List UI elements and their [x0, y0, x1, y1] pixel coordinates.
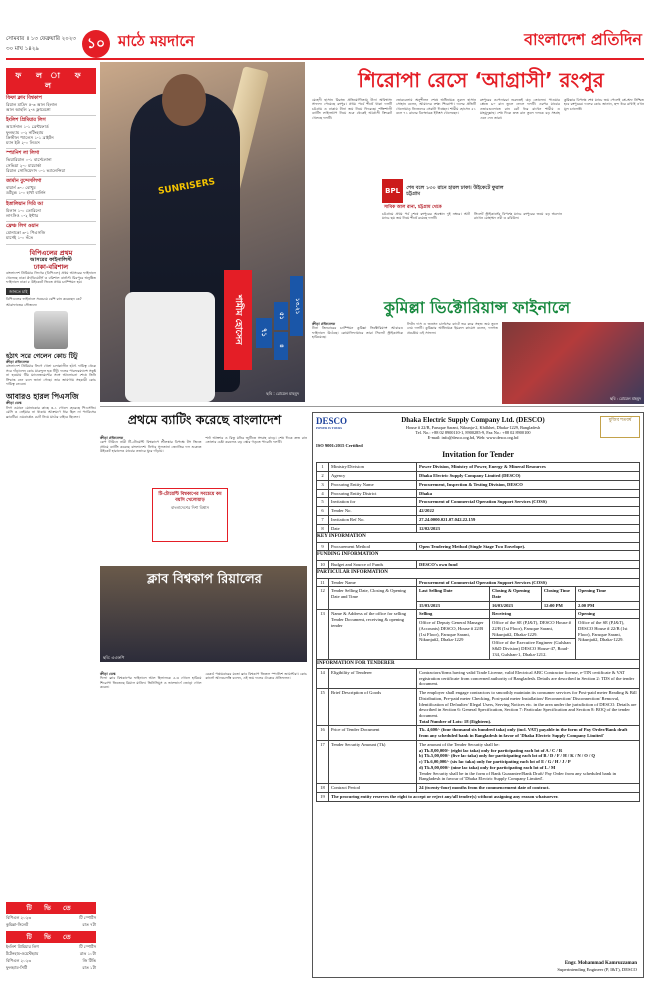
selling-office: Office of Deputy General Manager (Accounts) DESCO, House # 22/B (1st Floor), Faruque Sarani, Nikunja#2, Dhaka-1229: [417, 619, 490, 659]
row-value: Open Tendering Method (Single Stage Two Envelope).: [417, 542, 640, 551]
row-key: Invitation Ref No.: [329, 515, 417, 524]
row-key: Procuring Entity Name: [329, 480, 417, 489]
row-value: DESCO's own fund: [417, 560, 640, 569]
schedule-event: ইংলিশ প্রিমিয়ার লিগ: [6, 944, 39, 950]
club-body: [100, 672, 307, 690]
security-note: Tender Security shall be in the form of Bank Guarantee/Bank Draft/ Pay Order from any scheduled bank in Bangladesh in favour of 'Dhaka Electric Supply Company Limited'.: [419, 770, 617, 782]
row-value: [417, 689, 640, 726]
tv-schedule-header: টি ভি তে: [6, 902, 96, 914]
row-value: 12/02/2023: [417, 524, 640, 533]
box-subtitle: বাংলাদেশের দিশা বিশ্বাস: [171, 505, 209, 511]
lead-column: চট্টগ্রামে প্রথম পর্ব শেষে রংপুরের অবস্থান দুই নম্বরে। আট ম্যাচে ছয় জয় নিয়ে শীর্ষে রয়েছে দলটি।: [382, 212, 470, 221]
batting-headline: প্রথমে ব্যাটিং করেছে বাংলাদেশ: [127, 412, 282, 427]
story-byline: ক্রীড়া ডেস্ক: [6, 401, 22, 406]
signer-name: Engr. Mohammad Kamruzzaman: [564, 961, 637, 967]
row-number: 7: [317, 515, 329, 524]
table-row: [317, 507, 640, 516]
result-block: [6, 94, 96, 116]
table-row: [317, 689, 640, 726]
club-column: রেকর্ড পঞ্চমবারের মতো ক্লাব বিশ্বকাপ জিতল স্প্যানিশ জায়ান্টরা। কোচ কার্লো আনচেলত্তি বলেন, এই জয় দলের ঐক্যের প্রতিফলন।: [205, 672, 307, 681]
row-key: Date: [329, 524, 417, 533]
row-number: 4: [317, 489, 329, 498]
quiz-credit: আরাফাতের সৌজন্যে: [6, 303, 37, 308]
comilla-body: [312, 322, 498, 340]
row-number: 15: [317, 689, 329, 726]
coach-portrait: [34, 311, 68, 349]
result-line: আল আহলি ২-৪ ফ্লামেঙ্গো: [6, 107, 51, 113]
row-number: 10: [317, 560, 329, 569]
page-number: ১০: [82, 30, 110, 58]
newspaper-logo: বাংলাদেশ প্রতিদিন: [524, 30, 642, 49]
story-byline: ক্রীড়া প্রতিবেদক: [6, 359, 30, 364]
schedule-event: টটেনহাম-ওয়েস্টহ্যাম: [6, 951, 39, 957]
security-intro: The amount of the Tender Security shall be:: [419, 741, 500, 747]
closing-time: 12:00 PM: [541, 601, 575, 610]
player-name: শামীম হোসেন: [224, 270, 252, 370]
fours-value: ৪: [274, 332, 288, 360]
promo-body: বাংলাদেশ প্রিমিয়ার লিগের (বিপিএল) প্রথম আসরের ফাইনালে খেলেছে ঢাকা গ্ল্যাডিয়েটর্স ও বরিশাল বার্নার্স। মিরপুরে অনুষ্ঠিত ফাইনালে ঢাকা ৮ উইকেটে জিতে প্রথম চ্যাম্পিয়ন হয়।: [6, 271, 96, 285]
youngest-player-box: [152, 488, 228, 542]
result-line: বায়ার্ন ৩-০ বোখুম: [6, 185, 36, 191]
section-row: [317, 569, 640, 578]
security-line: b) Tk.5,00,000/- (five lac taka) only for participating each lot of B / D / F / H / K / N / O / Q: [419, 753, 596, 759]
left-column: [6, 68, 96, 419]
result-league: জার্মান বুন্দেসলিগা: [6, 179, 42, 185]
section-divider: [100, 406, 644, 407]
row-value: Procurement of Commercial Operation Support Services (COSS): [417, 578, 640, 587]
table-row: [317, 784, 640, 793]
row-key: Eligibility of Tenderer: [329, 668, 417, 688]
row-value: 24 (twenty-four) months from the commencement date of contract.: [417, 784, 640, 793]
company-contact: Tel. No.: +88 02 8900110-1, 8900285-9, Fax No.: +88 02 8900100: [415, 430, 531, 436]
row-value: Power Division, Ministry of Power, Energy & Mineral Resources: [417, 463, 640, 472]
result-line: ক্রিস্টাল প্যালেস ১-১ ব্রাইটন: [6, 134, 54, 140]
story-body: লিগ ওয়ানে মোনাকোর কাছে ৩-১ গোলে হেরেছে পিএসজি। মেসি ও নেইমার না থাকায় আক্রমণে ধার ছিল না প্যারিসের ক্লাবটির। এমবাপ্পেও চোট নিয়ে মাঠের বাইরে ছিলেন।: [6, 405, 96, 419]
row-number: 19: [317, 792, 329, 801]
row-number: 3: [317, 480, 329, 489]
issue-date-bangla: ৩০ মাঘ ১৪২৯: [6, 46, 39, 52]
bpl-history-box: [6, 249, 96, 272]
result-line: ভিয়ারিয়াল ০-১ বার্সেলোনা: [6, 157, 52, 163]
lead-headline: শিরোপা রেসে ‘আগ্রাসী’ রংপুর: [358, 68, 604, 92]
masthead: [0, 0, 650, 60]
box-title: টি-টোয়েন্টি বিশ্বকাপের সবচেয়ে কম বয়সি খেলোয়াড়: [158, 492, 222, 503]
row-number: 5: [317, 498, 329, 507]
result-line: মোনাকো ৩-১ পিএসজি: [6, 230, 46, 236]
batting-body: [100, 436, 307, 454]
batting-column: [100, 436, 202, 454]
row-key: Invitation for: [329, 498, 417, 507]
table-row: [317, 726, 640, 740]
row-key: Agency: [329, 472, 417, 481]
row-value: [417, 740, 640, 783]
section-label: KEY INFORMATION: [317, 533, 640, 542]
result-block: [6, 222, 96, 244]
row-value: Dhaka: [417, 489, 640, 498]
schedule-event: বিপিএল ২০২৩: [6, 958, 31, 964]
results-list: [6, 94, 96, 245]
section-label: PARTICULAR INFORMATION: [317, 569, 640, 578]
batting-column: শর্না আক্তার ও রিতু মনির জুটিতে সংগ্রহ বাড়ে। শেষ দিকে দ্রুত রান তোলার চেষ্টা করলেও বড় স্কোর গড়তে পারেনি দলটি।: [205, 436, 307, 445]
balls-value: ৫১: [274, 302, 288, 330]
schedule-channel: টি স্পোর্টস: [79, 944, 96, 950]
row-key: Contract Period: [329, 784, 417, 793]
security-line: c) Tk.6,00,000/- (six lac taka) only for participating each lot of E / G / H / J / P: [419, 759, 571, 765]
club-text: ফিফা ক্লাব বিশ্বকাপের ফাইনালে আল হিলালকে ৫-৩ গোলে হারিয়ে শিরোপা জিতেছে রিয়াল মাদ্রিদ। ভিনিসিয়ুস ও ভালভার্দে জোড়া গোল করেন।: [100, 676, 202, 690]
section-row: [317, 551, 640, 560]
table-row: [317, 542, 640, 551]
result-league: ফ্রেঞ্চ লিগ ওয়ান: [6, 224, 39, 230]
result-league: স্প্যানিশ লা লিগা: [6, 151, 40, 157]
schedule-row: [6, 921, 96, 928]
masthead-rule: [6, 58, 644, 60]
section-label: INFORMATION FOR TENDERER: [317, 659, 640, 668]
row-number: 13: [317, 610, 329, 659]
lead-byline: সাবিক আল রানা, চট্টগ্রাম থেকে: [384, 205, 442, 210]
selling-date: 15/03/2023: [417, 601, 490, 610]
photo-caption: ছবি: এএফপি: [103, 655, 125, 660]
comilla-headline: কুমিল্লা ভিক্টোরিয়ান্স ফাইনালে: [383, 298, 571, 317]
table-row: [317, 515, 640, 524]
bpl-subhead: শেষ বলে ১৩০ রানে হারল ঢাকা। উইকেটে ফুরাল চট্টগ্রাম: [406, 184, 504, 197]
table-row: [317, 489, 640, 498]
lead-column: রংপুরের ওপেনাররা শুরুতেই ঝড় তোলেন। পাওয়ার প্লেতে ৬০ রান তুলে ফেলে দলটি। এরপর মাঝের ওভারগুলোতে রান রেট ধরে রাখেন শামীম ও মাহমুদুল্লাহ। শেষ দিকে দ্রুত রান তুলে দলকে বড় সংগ্রহ এনে দেন তারা।: [480, 98, 560, 120]
desco-logo: [316, 416, 346, 431]
club-headline: ক্লাব বিশ্বকাপ রিয়ালের: [147, 572, 262, 587]
tv-schedule: [6, 902, 96, 971]
promo-line-3: ঢাকা-বরিশাল: [33, 263, 69, 272]
signature-block: [557, 960, 637, 973]
club-column: [100, 672, 202, 690]
photo-credit: ছবি : রোয়েল মাহমুদ: [266, 391, 299, 396]
schedule-row: [6, 957, 96, 964]
schedule-channel: জি টিভি: [82, 958, 96, 964]
company-address: House # 22/B, Faruque Sarani, Nikunja-2, Khilkhet, Dhaka-1229, Bangladesh: [405, 424, 541, 430]
iso-certification: ISO 9001:2015 Certified: [316, 442, 363, 448]
row-key: Procurement Method: [329, 542, 417, 551]
batting-pads: [125, 292, 215, 402]
jersey-text: SUNRISERS: [157, 177, 216, 197]
row-key: Tender Selling Date, Closing & Opening Date and Time: [329, 587, 417, 610]
table-row: [317, 578, 640, 587]
player-head: [162, 74, 206, 126]
desco-logo-text: DESCO: [316, 416, 348, 426]
schedule-channel: রাত ১০টা: [79, 951, 96, 957]
promo-line-2: আসরের ফাইনালিস্ট: [30, 256, 72, 263]
bpl-banner: [382, 178, 506, 204]
table-row: [317, 560, 640, 569]
comilla-column: [312, 322, 403, 340]
goods-description: The employer shall engage contractors to smoothly maintain its consumer services for Post-paid meter Reading & Bill Distribution, Pre-paid meter Checking, Post-paid meter Installation/ Reconnection/ Disconnection/ Removal, Identification of Defaulter/ Illegal Users, Serving Notices etc. in the area under the jurisdiction of DESCO. Details are described in Section 6: General Specification, Section 7: Particular Specification and Section 8: BOQ of the tender document.: [419, 690, 637, 719]
schedule-row: [6, 950, 96, 957]
result-line: আর্সেনাল ১-১ ব্রেন্টফোর্ড: [6, 124, 49, 130]
mujib-logo: মুজিব শতবর্ষ: [600, 416, 640, 438]
photo-caption: ছবি : রোয়েল মাহমুদ: [609, 396, 641, 402]
row-number: 12: [317, 587, 329, 610]
result-line: মার্সেই ১-০ নঁতে: [6, 235, 34, 241]
section-row: [317, 659, 640, 668]
club-byline: ক্রীড়া ডেস্ক: [100, 672, 116, 676]
score-graphic: [218, 240, 303, 390]
row-key: Name & Address of the office for selling Tender Document, receiving & opening tender: [329, 610, 417, 659]
row-number: 14: [317, 668, 329, 688]
company-block: [350, 416, 596, 441]
row-key: Tender Name: [329, 578, 417, 587]
row-value: Contractors/firms having valid Trade License, valid Electrical ABC Contractor license, e-TIN certificate & VAT registration certificate from concerned authority of Bangladesh. Details are described in Section 2: TDS of the tender document.: [417, 668, 640, 688]
schedule-event: বিপিএল ২০২৩: [6, 915, 31, 921]
column-header: Closing & Opening Date: [490, 587, 542, 601]
row-number: 17: [317, 740, 329, 783]
schedule-row: [6, 943, 96, 950]
security-line: a) Tk.8,00,000/- (eight lac taka) only for participating each lot of A / C / R: [419, 747, 563, 753]
result-block: [6, 200, 96, 222]
company-email: E-mail: info@desco.org.bd, Web: www.desco.org.bd: [427, 435, 519, 441]
result-league: ইংলিশ প্রিমিয়ার লিগ: [6, 118, 46, 124]
quiz-label: জানতে চাই: [6, 288, 30, 295]
schedule-event: কুমিল্লা-সিলেট: [6, 922, 29, 928]
row-key: Tender Security Amount (Tk): [329, 740, 417, 783]
result-block: [6, 177, 96, 199]
table-row: [317, 792, 640, 801]
security-line: d) Tk.9,00,000/- (nine lac taka) only for participating each lot of L / M: [419, 764, 556, 770]
comilla-photo: [502, 322, 644, 404]
tender-table: [316, 462, 640, 801]
row-key: Procuring Entity District: [329, 489, 417, 498]
result-line: ফুলহ্যাম ০-২ নটিংহ্যাম: [6, 129, 44, 135]
closing-date: 16/03/2023: [490, 601, 542, 610]
row-key: Price of Tender Document: [329, 726, 417, 740]
company-name: Dhaka Electric Supply Company Ltd. (DESCO): [401, 416, 545, 424]
row-key: Tender No.: [329, 507, 417, 516]
column-header: Selling: [417, 610, 490, 619]
result-line: মিলান ১-০ তোরিনো: [6, 207, 41, 213]
table-row: [317, 498, 640, 507]
batting-text: কেপ টাউনে নারী টি-টোয়েন্টি বিশ্বকাপে শ্রীলঙ্কার বিপক্ষে টস জিতে প্রথমে ব্যাটিং করেছে বাংলাদেশ। নিগার সুলতানা জ্যোতির দল শুরুতে উইকেট হারালেও মাঝের ওভারে ঘুরে দাঁড়ায়।: [100, 440, 202, 454]
lead-column: মেহেদী হাসান মিরাজ প্রতিযোগিতায় টানা অবিশ্বাস্য সাফল্য পেয়েছে রংপুর। প্রথম পর্বে শীর্ষে থাকা দলটি চট্টগ্রাম ও ঢাকায় টানা জয় নিয়ে ফিরেছে। শক্তিশালী ব্যাটিং লাইনআপ নিয়ে শুরু থেকেই আগ্রাসী ক্রিকেট খেলছে দলটি।: [312, 98, 392, 120]
row-value: Tk. 4,600/- (four thousand six hundred taka) only (incl. VAT) payable in the form of Pay Order/Bank draft from any scheduled bank in Bangladesh in favor of 'Dhaka Electric Supply Company Limited': [417, 726, 640, 740]
schedule-row: [6, 964, 96, 971]
row-number: 16: [317, 726, 329, 740]
table-row: [317, 480, 640, 489]
column-header: Last Selling Date: [417, 587, 490, 601]
opening-office: Office of the SE (P,I&T), DESCO House # 22/B (1st Floor), Faruque Sarani, Nikunja#2, Dhaka-1229.: [576, 619, 640, 659]
column-header: Closing Time: [541, 587, 575, 601]
row-value: Procurement of Commercial Operation Support Services (COSS): [417, 498, 640, 507]
result-league: ইতালিয়ান সিরি আ: [6, 201, 43, 207]
result-block: [6, 149, 96, 177]
promo-line-1: বিপিএলের প্রথম: [29, 248, 73, 257]
desco-logo-tagline: POWER IS YOURS: [316, 426, 343, 431]
row-value: 27.24.0000.021.07.042.22.159: [417, 515, 640, 524]
row-key: Ministry/Division: [329, 463, 417, 472]
table-row: [317, 524, 640, 533]
result-line: রিয়াল মাদ্রিদ ৫-৩ আল হিলাল: [6, 101, 58, 107]
total-lots: Total Number of Lots: 18 (Eighteen).: [419, 718, 492, 724]
lead-column: ভোরবেলায় অনুশীলন শেষে অধিনায়ক নুরুল হাসান সোহান বলেন, আমাদের লক্ষ্য শিরোপা। দলের প্রতিটি খেলোয়াড় নিজেদের সেরাটা দিচ্ছেন। শামীম হোসেন ৫১ বলে ৭১ রানের বিস্ফোরক ইনিংস খেলেছেন।: [396, 98, 476, 116]
row-value: The procuring entity reserves the right to accept or reject any/all tender(s) without assigning any reason whatsoever.: [329, 792, 640, 801]
lead-column: সিলেট স্ট্রাইকার্সের বিপক্ষে ম্যাচে রংপুরের জয়ে বড় অবদান রাখেন মোহাম্মদ নবী ও রবিউল।: [474, 212, 562, 221]
opening-time: 2.00 PM: [576, 601, 640, 610]
section-title: মাঠে ময়দানে: [118, 32, 195, 50]
table-row: [317, 610, 640, 619]
table-row: [317, 668, 640, 688]
row-value: Procurement, Inspection & Testing Division, DESCO: [417, 480, 640, 489]
runs-value: ৭১: [256, 318, 272, 348]
row-number: 2: [317, 472, 329, 481]
comilla-text: টানা তিনবারের চ্যাম্পিয়ন কুমিল্লা ভিক্টোরিয়ান্স আবারও ফাইনালে উঠেছে। কোয়ালিফায়ারে তারা সিলেট স্ট্রাইকার্সকে হারিয়েছে।: [312, 326, 403, 340]
receiving-office: Office of the SE (P,I&T), DESCO House # 22/B (1st Floor), Faruque Sarani, Nikunja#2, Dhaka-1229.: [490, 619, 576, 639]
result-block: [6, 116, 96, 149]
tv-schedule-header: টি ভি তে: [6, 931, 96, 943]
column-header: Opening Time: [576, 587, 640, 601]
quiz-body: বিপিএলের ফাইনালে সবচেয়ে বেশি রান করেছেন কে?: [6, 296, 82, 301]
schedule-channel: রাত ৭টা: [82, 922, 96, 928]
signer-title: Superintending Engineer (P, I&T), DESCO: [557, 967, 637, 973]
section-row: [317, 533, 640, 542]
column-header: Receiving: [490, 610, 576, 619]
date-tag: ১৩.২১: [290, 276, 303, 336]
schedule-row: [6, 914, 96, 921]
receiving-office: Office of the Executive Engineer (Gulshan S&D Division) DESCO House-47, Road-134, Gulshan-1, Dhaka-1212.: [490, 639, 576, 659]
table-row: [317, 587, 640, 601]
row-number: 1: [317, 463, 329, 472]
result-line: লাৎসিও ০-২ ইন্টার: [6, 212, 39, 218]
story-headline: হঠাৎ সরে গেলেন কোচ টিটু: [6, 351, 78, 360]
result-league: ফিফা ক্লাব বিশ্বকাপ: [6, 96, 42, 101]
row-value: Dhaka Electric Supply Company Limited (DESCO): [417, 472, 640, 481]
comilla-column: লিটন দাস ও জনসন চার্লসের ব্যাটে ভর করে সহজ জয় তুলে নেয় দলটি। কুমিল্লার অধিনায়ক ইমরুল কায়েস বলেন, দলগত প্রচেষ্টায় এই সাফল্য।: [407, 322, 498, 335]
story-headline: আবারও হারল পিএসজি: [6, 391, 79, 401]
row-number: 9: [317, 542, 329, 551]
row-number: 11: [317, 578, 329, 587]
batting-byline: ক্রীড়া প্রতিবেদক: [100, 436, 124, 440]
row-number: 18: [317, 784, 329, 793]
table-row: [317, 740, 640, 783]
result-line: ডর্টমুন্ড ১-০ হার্থা বার্লিন: [6, 190, 46, 196]
column-header: Opening: [576, 610, 640, 619]
row-number: 8: [317, 524, 329, 533]
table-row: [317, 472, 640, 481]
schedule-channel: টি স্পোর্টস: [79, 915, 96, 921]
bpl-logo: BPL: [382, 179, 403, 203]
result-line: ম্যান ইউ ২-০ লিডস: [6, 140, 40, 146]
result-line: রিয়াল সোসিয়েদাদ ০-১ ভ্যালেন্সিয়া: [6, 167, 66, 173]
story-body: বাংলাদেশ প্রিমিয়ার লিগে খেলা চলাকালীন হঠাৎ দায়িত্ব থেকে সরে দাঁড়ালেন কোচ মারুফুল হক টিটু। দলের পারফরম্যান্সে সন্তুষ্ট না হওয়ায় টিম ম্যানেজমেন্টের সঙ্গে আলোচনা শেষে তিনি সিদ্ধান্ত নেন বলে জানা গেছে। তার জায়গায় সহকারী কোচ দায়িত্ব নেবেন।: [6, 364, 96, 387]
results-header: ফ ল া ফ ল: [6, 68, 96, 94]
desco-tender-notice: [312, 412, 644, 978]
tender-heading: Invitation for Tender: [442, 450, 514, 460]
row-key: Brief Description of Goods: [329, 689, 417, 726]
table-row: [317, 463, 640, 472]
issue-date: সোমবার ॥ ১৩ ফেব্রুয়ারি ২০২৩: [6, 36, 77, 42]
comilla-byline: ক্রীড়া প্রতিবেদক: [312, 322, 336, 326]
tender-header: [316, 416, 640, 441]
schedule-event: ফুলহ্যাম-সিটি: [6, 965, 28, 971]
schedule-channel: রাত ১টা: [82, 965, 96, 971]
section-label: FUNDING INFORMATION: [317, 551, 640, 560]
lead-body: [312, 98, 644, 120]
result-line: সেভিয়া ২-০ মায়োর্কা: [6, 162, 42, 168]
row-number: 6: [317, 507, 329, 516]
row-key: Budget and Source of Funds: [329, 560, 417, 569]
lead-column: কুমিল্লার বিপক্ষে শেষ ম্যাচে জয় পেলেই প্লে-অফ নিশ্চিত হবে রংপুরের। দলের কোচ জানান, ছন্দ ধরে রাখাই এখন মূল চ্যালেঞ্জ।: [564, 98, 644, 111]
lead-body-2: [382, 212, 562, 221]
row-value: 42/2022: [417, 507, 640, 516]
